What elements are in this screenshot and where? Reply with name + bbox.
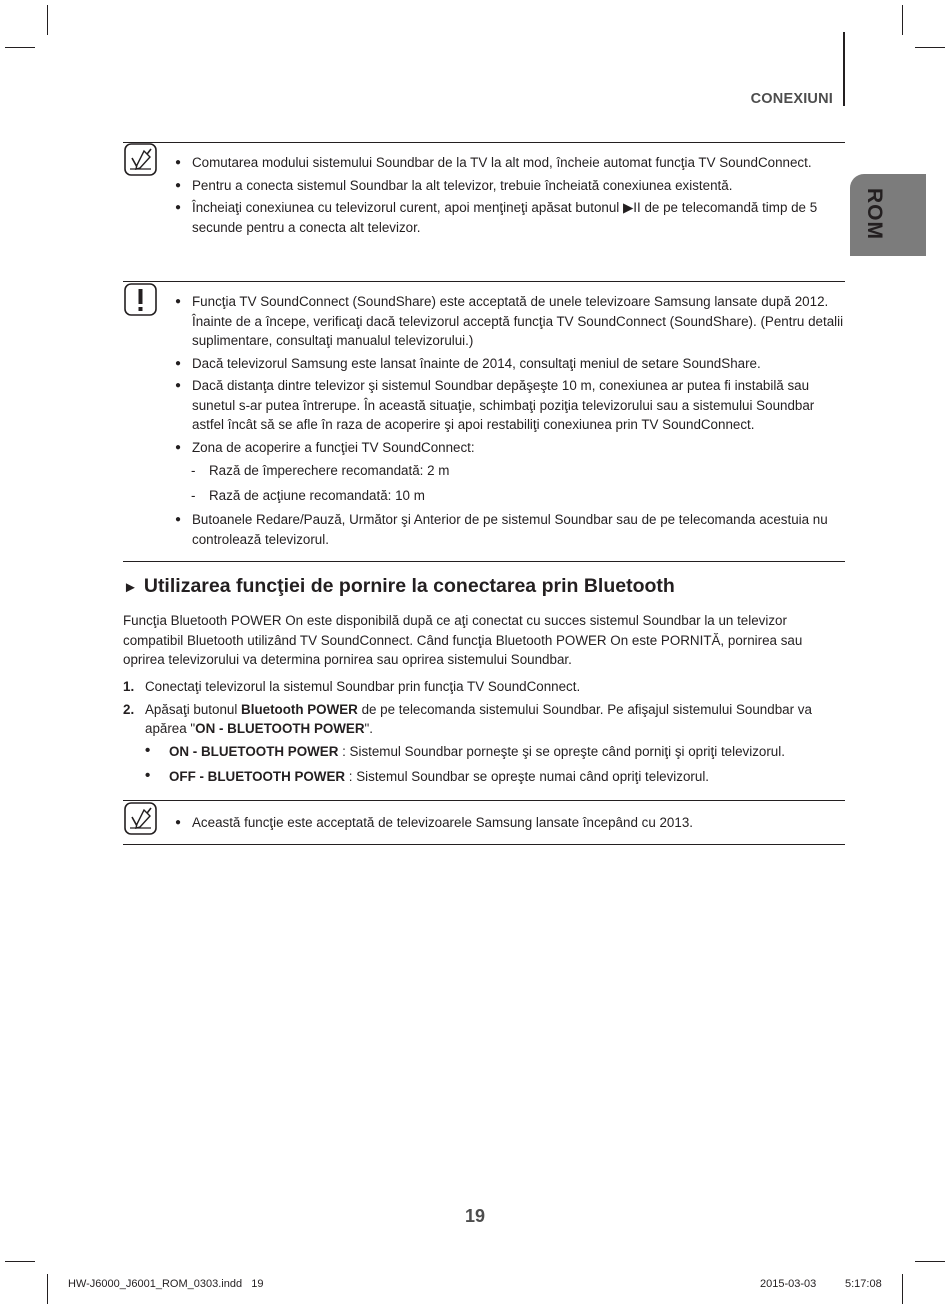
crop-mark [915,1261,945,1262]
step-number: 1. [123,679,135,694]
note-list [175,153,845,240]
note-item: ● Încheiaţi conexiunea cu televizorul curent, apoi menţineţi apăsat butonul ▶II de pe telecomandă timp de 5 secunde pentru a conecta alt televizor. [175,198,845,237]
crop-mark [902,5,903,35]
triangle-icon: ► [123,579,138,596]
caution-list [175,292,845,552]
note-item: ● Această funcţie este acceptată de televizoarele Samsung lansate începând cu 2013. [175,813,845,833]
caution-item: ● Dacă distanţa dintre televizor şi sistemul Soundbar depăşeşte 10 m, conexiunea ar putea fi instabilă sau sunetul s-ar putea întrerupe. În această situaţie, schimbaţi poziţia televizorului sau a sistemului Soundbar astfel încât să se afle în raza de acoperire şi apoi restabiliţi conexiunea prin TV SoundConnect. [175,376,845,435]
divider [123,561,845,562]
footer-file: HW-J6000_J6001_ROM_0303.indd 19 [68,1278,264,1290]
caution-item: ● Butoanele Redare/Pauză, Următor şi Anterior de pe sistemul Soundbar sau de pe telecomanda acestuia nu controlează televizorul. [175,510,845,549]
option-label: ON - BLUETOOTH POWER [169,744,339,759]
footer-date: 2015-03-03 [760,1278,817,1290]
step-bold: Bluetooth POWER [241,702,358,717]
caution-item: ● Funcţia TV SoundConnect (SoundShare) este acceptată de unele televizoare Samsung lansate după 2012. Înainte de a începe, verificaţi dacă televizorul acceptă funcţia TV SoundConnect (SoundShare). (Pentru detalii suplimentare, consultaţi manualul televizorului.) [175,292,845,351]
caution-item: ● Dacă televizorul Samsung este lansat înainte de 2014, consultaţi meniul de setare SoundShare. [175,354,845,374]
section-header: CONEXIUNI [750,91,833,107]
language-tab [850,174,926,256]
section-heading [123,575,675,598]
note-item: ● Comutarea modului sistemului Soundbar de la TV la alt mod, încheie automat funcţia TV SoundConnect. [175,153,845,173]
crop-mark [47,1274,48,1304]
divider [123,800,845,801]
option-item [145,767,845,786]
section-intro: Funcţia Bluetooth POWER On este disponibilă după ce aţi conectat cu succes sistemul Soundbar la un televizor compatibil Bluetooth utilizând TV SoundConnect. Când funcţia Bluetooth POWER On este PORNITĂ, pornirea sau oprirea televizorului va determina pornirea sau oprirea sistemului Soundbar. [123,613,803,667]
note-item: ● Pentru a conecta sistemul Soundbar la alt televizor, trebuie încheiată conexiunea existentă. [175,176,845,196]
step-text: ". [364,721,374,736]
caution-item: ● Zona de acoperire a funcţiei TV SoundConnect: [175,438,845,458]
page-number: 19 [464,1206,486,1226]
footer-time: 5:17:08 [845,1278,882,1290]
caution-exclamation-icon [124,283,157,316]
step-item [123,677,845,696]
step-text: Conectaţi televizorul la sistemul Soundbar prin funcţia TV SoundConnect. [145,679,581,694]
step-text: de pe telecomanda sistemului Soundbar. Pe afişajul sistemului Soundbar va apărea " [145,702,812,736]
note-list [175,813,845,836]
crop-mark [915,47,945,48]
divider [123,142,845,143]
divider [123,844,845,845]
option-item [145,742,845,761]
coverage-item: - Rază de împerechere recomandată: 2 m [175,461,845,481]
crop-mark [5,47,35,48]
crop-mark [902,1274,903,1304]
divider [123,281,845,282]
option-label: OFF - BLUETOOTH POWER [169,769,346,784]
crop-mark [47,5,48,35]
language-tab-label: ROM [863,188,886,240]
option-text: : Sistemul Soundbar se opreşte numai când opriţi televizorul. [345,769,710,784]
step-text: Apăsaţi butonul [145,702,242,717]
note-pencil-icon [124,143,157,176]
option-text: : Sistemul Soundbar porneşte şi se opreşte când porniţi şi opriţi televizorul. [338,744,785,759]
header-divider [843,32,845,106]
section-title: Utilizarea funcţiei de pornire la conectarea prin Bluetooth [143,575,675,597]
coverage-item: - Rază de acţiune recomandată: 10 m [175,486,845,506]
step-bold: ON - BLUETOOTH POWER [195,721,365,736]
step-number: 2. [123,702,135,717]
crop-mark [5,1261,35,1262]
step-item [123,700,845,786]
option-list [145,742,845,786]
step-list [123,677,845,792]
note-pencil-icon [124,802,157,835]
